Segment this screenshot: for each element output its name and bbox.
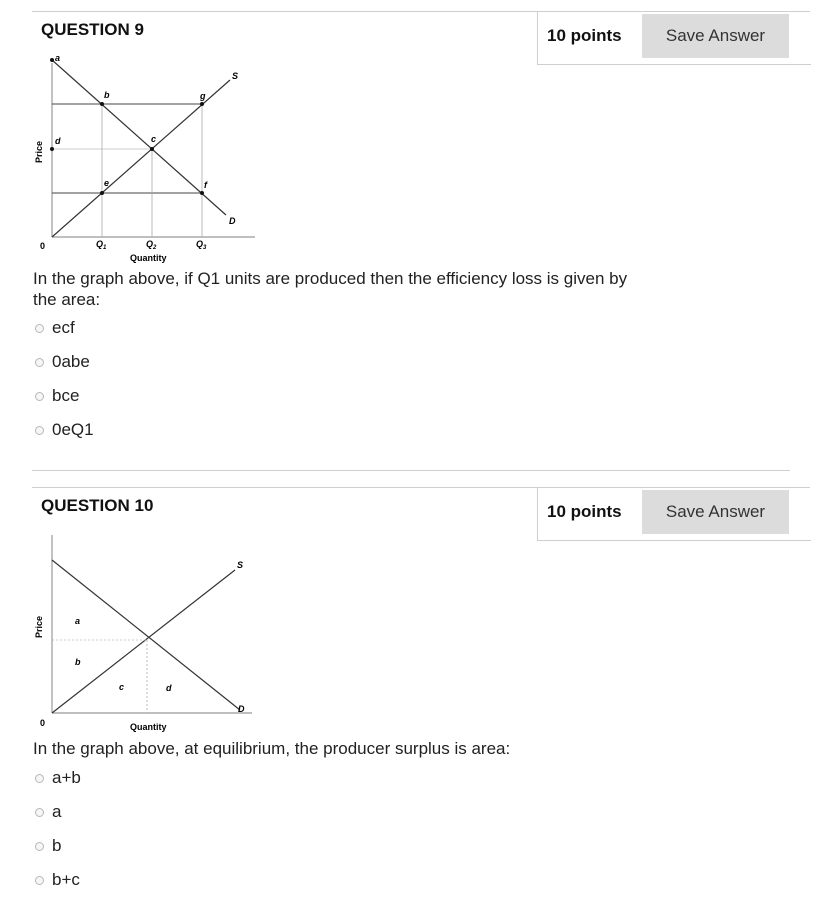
- q9-point-b: [100, 102, 104, 106]
- option-label: b: [52, 836, 62, 855]
- q9-label-c: c: [151, 134, 157, 144]
- q10-demand-line: [52, 560, 240, 710]
- q9-tick-q1-sub: 1: [103, 245, 107, 251]
- q9-label-demand: D: [229, 216, 236, 226]
- q9-point-d: [50, 147, 54, 151]
- q9-tick-q3-sub: 3: [203, 245, 207, 251]
- q9-tick-q2-sub: 2: [153, 245, 157, 251]
- q10-label-d: d: [166, 683, 172, 693]
- question-10-graph: [30, 530, 270, 735]
- radio-button[interactable]: [35, 808, 44, 817]
- question-9-graph: [30, 55, 270, 265]
- q10-label-c: c: [119, 682, 125, 692]
- question-divider: [32, 470, 790, 471]
- q10-label-b: b: [75, 657, 81, 667]
- q10-axis-quantity: Quantity: [130, 722, 167, 732]
- svg-text:Q2: [146, 239, 157, 251]
- question-10-option[interactable]: [35, 870, 80, 890]
- question-9-prompt: In the graph above, if Q1 units are produced then the efficiency loss is given by the area:: [33, 269, 628, 309]
- option-label: a: [52, 802, 62, 821]
- svg-text:Q3: [196, 239, 207, 251]
- q10-axis-price: Price: [34, 615, 44, 638]
- option-label: bce: [52, 386, 80, 405]
- question-9-option[interactable]: [35, 352, 90, 372]
- q9-point-c: [150, 147, 154, 151]
- q9-label-a: a: [55, 55, 61, 63]
- question-10-save-answer-button[interactable]: Save Answer: [642, 490, 789, 534]
- radio-button[interactable]: [35, 842, 44, 851]
- q9-label-f: f: [204, 180, 207, 190]
- q9-label-b: b: [104, 90, 110, 100]
- radio-button[interactable]: [35, 324, 44, 333]
- question-10-option[interactable]: [35, 802, 61, 822]
- question-9-option[interactable]: [35, 318, 75, 338]
- option-label: a+b: [52, 768, 81, 787]
- option-label: ecf: [52, 318, 75, 337]
- q10-label-demand: D: [238, 704, 245, 714]
- question-9-option[interactable]: [35, 386, 79, 406]
- option-label: 0abe: [52, 352, 90, 371]
- question-9-save-answer-button[interactable]: Save Answer: [642, 14, 789, 58]
- question-9-points: 10 points: [547, 26, 622, 45]
- q9-demand-line: [52, 60, 226, 215]
- q9-tick-q3: Q: [196, 239, 204, 249]
- q10-label-supply: S: [237, 560, 244, 570]
- q9-point-f: [200, 191, 204, 195]
- radio-button[interactable]: [35, 774, 44, 783]
- radio-button[interactable]: [35, 358, 44, 367]
- option-label: 0eQ1: [52, 420, 94, 439]
- q9-label-supply: S: [232, 71, 239, 81]
- q10-label-origin: 0: [40, 718, 46, 728]
- q9-label-origin: 0: [40, 241, 46, 251]
- q9-label-d: d: [55, 136, 61, 146]
- option-label: b+c: [52, 870, 80, 889]
- q10-supply-line: [52, 570, 235, 713]
- svg-text:Q1: [96, 239, 107, 251]
- question-9-option[interactable]: [35, 420, 94, 440]
- question-10-option[interactable]: [35, 836, 61, 856]
- q9-label-g: g: [200, 91, 206, 101]
- q9-point-a: [50, 58, 54, 62]
- question-10-prompt: In the graph above, at equilibrium, the producer surplus is area:: [33, 739, 511, 758]
- q9-tick-q1: Q: [96, 239, 104, 249]
- q10-label-a: a: [75, 616, 81, 626]
- q9-label-e: e: [104, 178, 110, 188]
- radio-button[interactable]: [35, 426, 44, 435]
- question-10-title: QUESTION 10: [41, 496, 154, 515]
- q9-tick-q2: Q: [146, 239, 154, 249]
- question-10-option[interactable]: [35, 768, 81, 788]
- question-10-points: 10 points: [547, 502, 622, 521]
- q9-point-g: [200, 102, 204, 106]
- radio-button[interactable]: [35, 876, 44, 885]
- q9-axis-price: Price: [34, 140, 44, 163]
- radio-button[interactable]: [35, 392, 44, 401]
- question-9-title: QUESTION 9: [41, 20, 144, 39]
- q9-axis-quantity: Quantity: [130, 253, 167, 263]
- q9-point-e: [100, 191, 104, 195]
